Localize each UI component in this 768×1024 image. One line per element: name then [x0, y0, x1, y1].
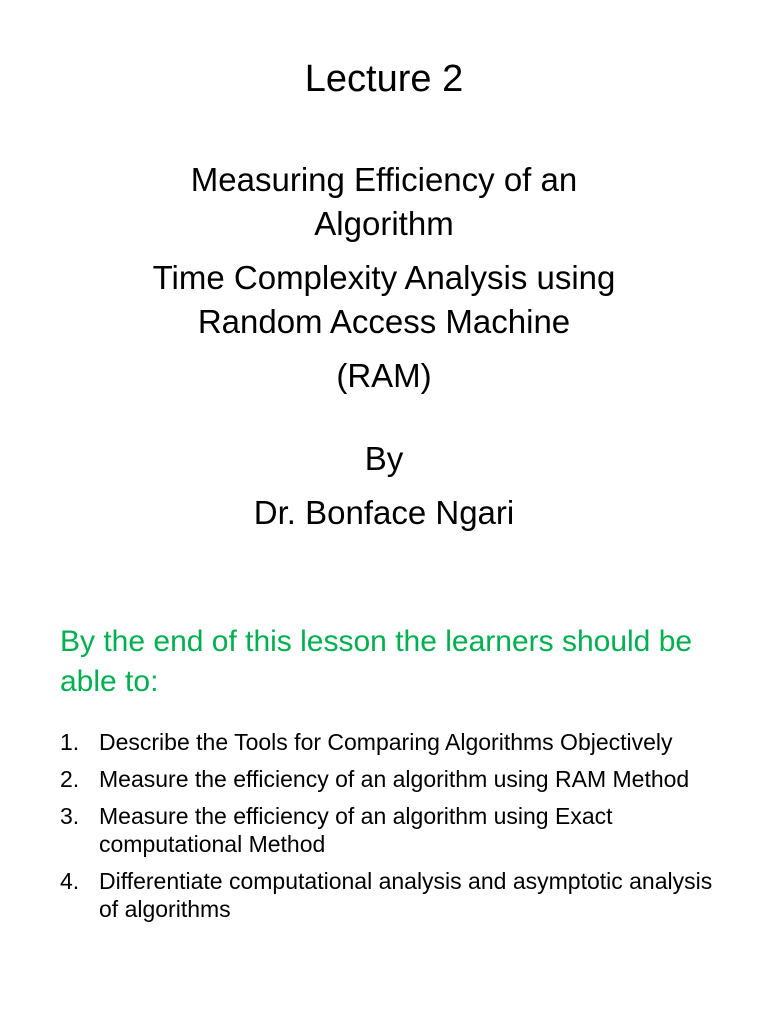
- objective-text: Differentiate computational analysis and asymptotic analysis of algorithms: [99, 868, 713, 922]
- objective-number: 1.: [60, 729, 80, 755]
- author-block: [40, 432, 728, 540]
- objective-number: 3.: [60, 803, 80, 829]
- subtitle-gap: [40, 344, 728, 354]
- objective-number: 2.: [60, 766, 80, 792]
- subtitle-line: Measuring Efficiency of an: [190, 161, 578, 198]
- objective-text: Measure the efficiency of an algorithm using Exact computational Method: [99, 803, 613, 857]
- subtitle-line: Time Complexity Analysis using: [152, 259, 616, 296]
- author-name: Dr. Bonface Ngari: [253, 494, 515, 531]
- objectives-slide: [0, 600, 768, 1024]
- subtitle-block: [40, 158, 728, 398]
- subtitle-gap: [40, 246, 728, 256]
- subtitle-line: (RAM): [336, 357, 432, 394]
- objective-item: [60, 802, 720, 858]
- objective-number: 4.: [60, 868, 80, 894]
- objective-text: Describe the Tools for Comparing Algorithms Objectively: [99, 729, 673, 755]
- slide-title: Lecture 2: [304, 58, 464, 100]
- subtitle-line: Random Access Machine: [197, 303, 571, 340]
- objective-item: [60, 728, 720, 756]
- objective-item: [60, 765, 720, 793]
- objective-item: [60, 867, 720, 923]
- objective-text: Measure the efficiency of an algorithm using RAM Method: [99, 766, 690, 792]
- objectives-list: [60, 728, 720, 932]
- objectives-heading: By the end of this lesson the learners should be able to:: [60, 625, 693, 698]
- author-by-label: By: [364, 440, 404, 477]
- subtitle-line: Algorithm: [314, 205, 454, 242]
